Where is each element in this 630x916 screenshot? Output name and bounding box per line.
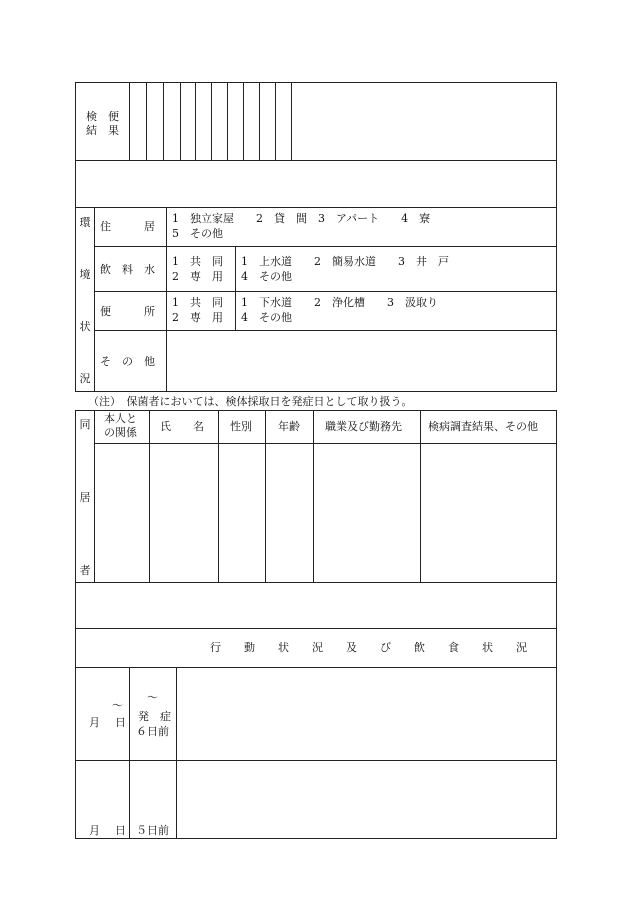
toilet-sub-shared: 1 共 同 [172, 296, 223, 309]
toilet-options-line2: 4 その他 [241, 311, 292, 324]
row2-day: 日 [115, 824, 126, 837]
cohab-col-divider [218, 410, 219, 583]
other-input-area[interactable] [167, 331, 556, 391]
stool-grid-line [259, 82, 260, 161]
env-side-divider [94, 207, 95, 392]
toilet-sub-private: 2 専 用 [172, 311, 223, 324]
env-sub-divider [235, 246, 236, 330]
cohab-side-char: 者 [79, 564, 91, 577]
stool-grid-line [275, 82, 276, 161]
residence-label: 住 居 [100, 220, 155, 233]
row2-days-before: ５日前 [136, 824, 169, 837]
stool-grid-line [129, 82, 130, 161]
row2-month: 月 [89, 824, 100, 837]
stool-grid-line [163, 82, 164, 161]
env-side-char: 環 [79, 216, 91, 229]
col-header-name: 氏 名 [160, 420, 204, 433]
stool-test-section [75, 82, 557, 161]
row1-month: 月 [89, 716, 100, 729]
other-label: そ の 他 [100, 355, 155, 368]
toilet-label: 便 所 [100, 305, 155, 318]
col-header-relation-line1: 本人と [104, 412, 137, 425]
stool-grid-line [146, 82, 147, 161]
water-label: 飲 料 水 [100, 263, 155, 276]
stool-grid-line [243, 82, 244, 161]
row2-activity-input[interactable] [177, 761, 556, 838]
col-header-relation-line2: の関係 [104, 426, 137, 439]
cohab-col-divider [149, 410, 150, 583]
row1-tilde: 〜 [112, 699, 123, 712]
cohab-side-label [76, 416, 94, 578]
row1-activity-input[interactable] [177, 668, 556, 760]
cohab-side-divider [94, 410, 95, 583]
cohab-side-char: 居 [79, 491, 91, 504]
stool-test-label-line2: 結 果 [86, 124, 119, 137]
env-side-char: 境 [79, 268, 91, 281]
stool-grid-line [227, 82, 228, 161]
env-side-char: 状 [79, 320, 91, 333]
water-options-line1: 1 上水道 2 簡易水道 3 井 戸 [241, 255, 449, 268]
row1-onset-label: 発 症 [138, 710, 171, 723]
note-text: （注） 保菌者においては、検体採取日を発症日として取り扱う。 [88, 395, 413, 408]
row1-tilde2: 〜 [147, 691, 158, 704]
col-header-result: 検病調査結果、その他 [428, 420, 538, 433]
behavior-title: 行 動 状 況 及 び 飲 食 状 況 [210, 641, 533, 654]
row1-days-before: ６日前 [136, 725, 169, 738]
col-header-age: 年齢 [278, 420, 300, 433]
stool-grid-line [291, 82, 292, 161]
row1-day: 日 [115, 716, 126, 729]
stool-grid-line [211, 82, 212, 161]
water-options-line2: 4 その他 [241, 270, 292, 283]
env-side-char: 況 [79, 372, 91, 385]
col-header-job: 職業及び勤務先 [325, 420, 402, 433]
blank-row[interactable] [75, 582, 557, 629]
stool-grid-line [195, 82, 196, 161]
water-sub-private: 2 専 用 [172, 270, 223, 283]
env-row-divider [94, 246, 557, 247]
cohab-col-divider [420, 410, 421, 583]
toilet-options-line1: 1 下水道 2 浄化槽 3 汲取り [241, 296, 438, 309]
col-header-sex: 性別 [230, 420, 252, 433]
cohabitants-section [75, 410, 557, 583]
blank-row[interactable] [75, 160, 557, 208]
env-row-divider [94, 291, 557, 292]
stool-grid-line [180, 82, 181, 161]
behavior-col-divider [129, 667, 130, 839]
cohab-header-divider [94, 443, 557, 444]
cohab-col-divider [313, 410, 314, 583]
env-side-label [76, 214, 94, 386]
residence-options-line2: 5 その他 [172, 227, 223, 240]
cohab-col-divider [265, 410, 266, 583]
cohab-side-char: 同 [79, 418, 91, 431]
water-sub-shared: 1 共 同 [172, 255, 223, 268]
stool-test-label-line1: 検 便 [86, 110, 119, 123]
residence-options-line1: 1 独立家屋 2 貸 間 3 アパート 4 寮 [172, 212, 431, 225]
